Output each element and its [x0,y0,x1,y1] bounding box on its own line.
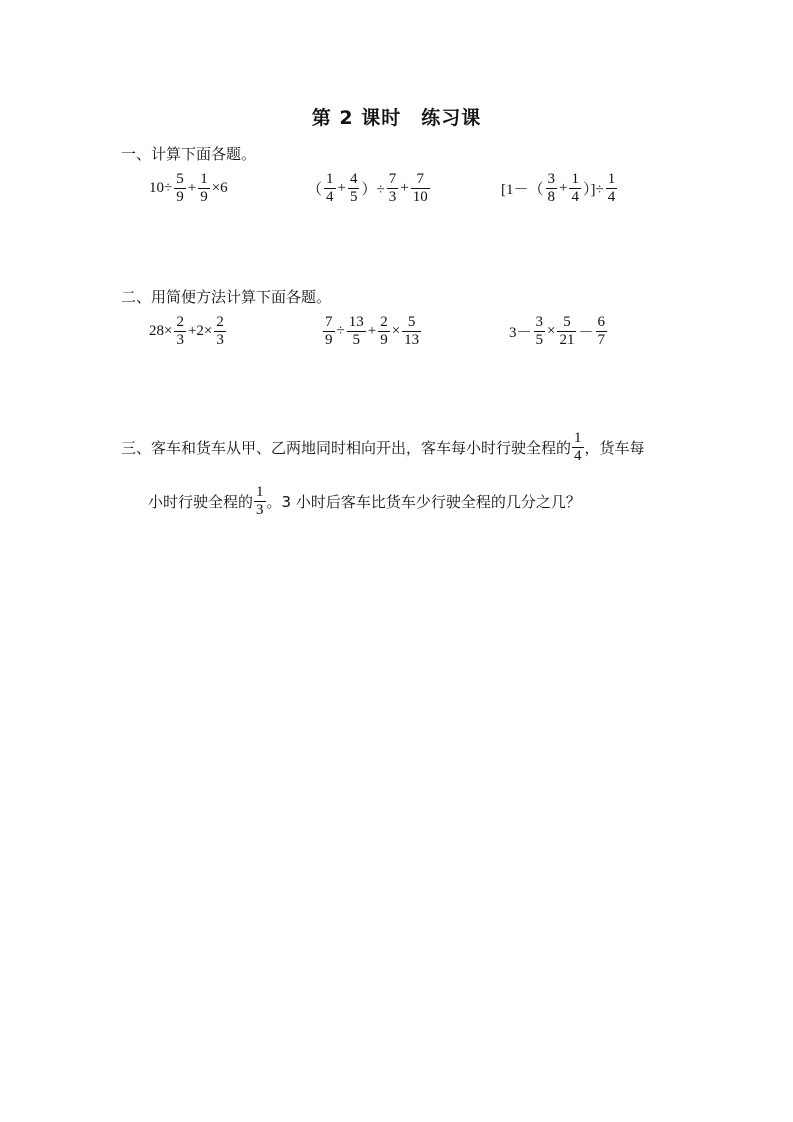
numerator: 3 [535,314,544,330]
denominator: 3 [176,332,184,348]
section-2-heading: 二、用简便方法计算下面各题。 [121,288,332,306]
numerator: 2 [216,314,224,330]
fraction [347,314,366,349]
expr-5-text-c: × [391,323,401,339]
expr-3-text-b: + [559,180,568,196]
denominator: 3 [216,332,224,348]
expr-2-text-d: + [400,180,409,196]
numerator: 2 [176,314,184,330]
numerator: 4 [349,171,358,187]
numerator: 5 [176,171,184,187]
expr-2-text-b: + [337,180,346,196]
expr-4-text-a: 28× [149,323,173,339]
denominator: 5 [352,332,360,348]
fraction [254,484,266,519]
expr-2-text-a: （ [307,182,323,198]
fraction [174,171,186,206]
denominator: 5 [535,332,544,348]
numerator: 7 [388,171,397,187]
expr-5-text-b: + [367,323,377,339]
denominator: 4 [574,448,582,464]
numerator: 13 [348,314,364,330]
numerator: 7 [416,171,424,187]
expression-2 [306,171,431,206]
denominator: 8 [547,189,555,205]
fraction [214,314,226,349]
expr-3-text-c: ）]÷ [582,182,604,198]
fraction [557,314,576,349]
fraction [402,314,421,349]
fraction [411,171,430,206]
section-3-line-1-tail: ，货车每 [584,439,645,457]
denominator: 4 [326,189,334,205]
section-3-line-2-text: 小时行驶全程的 [148,493,254,511]
numerator: 1 [571,171,579,187]
fraction [198,171,210,206]
expression-1 [148,171,229,206]
numerator: 1 [200,171,208,187]
numerator: 1 [256,484,264,500]
denominator: 9 [380,332,388,348]
expr-1-text-a: 10÷ [149,180,173,196]
numerator: 1 [574,430,582,446]
numerator: 7 [325,314,333,330]
expression-4 [148,314,227,349]
expression-6 [508,314,608,349]
denominator: 5 [349,189,358,205]
expression-5 [322,314,422,349]
expr-3-text-a: [1－（ [501,182,544,198]
fraction [387,171,399,206]
fraction [324,171,336,206]
denominator: 13 [404,332,420,348]
section-1-heading: 一、计算下面各题。 [121,145,257,163]
denominator: 4 [607,189,616,205]
expr-6-text-b: × [547,323,556,339]
fraction [606,171,618,206]
fraction [348,171,360,206]
numerator: 5 [563,314,571,330]
denominator: 3 [256,502,264,518]
page-title: 第 2 课时 练习课 [311,107,482,129]
expression-3 [500,171,618,206]
section-3-line-2-tail: 。3 小时后客车比货车少行驶全程的几分之几？ [266,493,581,511]
denominator: 21 [559,332,575,348]
denominator: 10 [412,189,428,205]
section-3-line-2 [148,484,581,519]
expr-6-text-a: 3－ [509,325,532,341]
fraction [572,430,584,465]
numerator: 2 [380,314,388,330]
numerator: 5 [407,314,416,330]
numerator: 1 [607,171,616,187]
expr-5-text-a: ÷ [336,323,345,339]
expr-2-text-c: ）÷ [361,182,385,198]
fraction [323,314,335,349]
denominator: 3 [388,189,397,205]
section-3-line-1-text: 三、客车和货车从甲、乙两地同时相向开出，客车每小时行驶全程的 [121,439,572,457]
fraction [378,314,390,349]
expr-6-text-c: － [578,325,594,341]
denominator: 9 [176,189,184,205]
expr-1-text-b: + [187,180,197,196]
denominator: 7 [597,332,605,348]
fraction [174,314,186,349]
fraction [569,171,581,206]
numerator: 6 [597,314,605,330]
fraction [546,171,558,206]
fraction [534,314,546,349]
numerator: 1 [326,171,334,187]
expr-4-text-b: +2× [187,323,213,339]
denominator: 9 [200,189,208,205]
fraction [596,314,608,349]
expr-1-text-c: ×6 [211,180,228,196]
denominator: 4 [571,189,579,205]
denominator: 9 [325,332,333,348]
section-3-line-1 [121,430,645,465]
numerator: 3 [547,171,555,187]
